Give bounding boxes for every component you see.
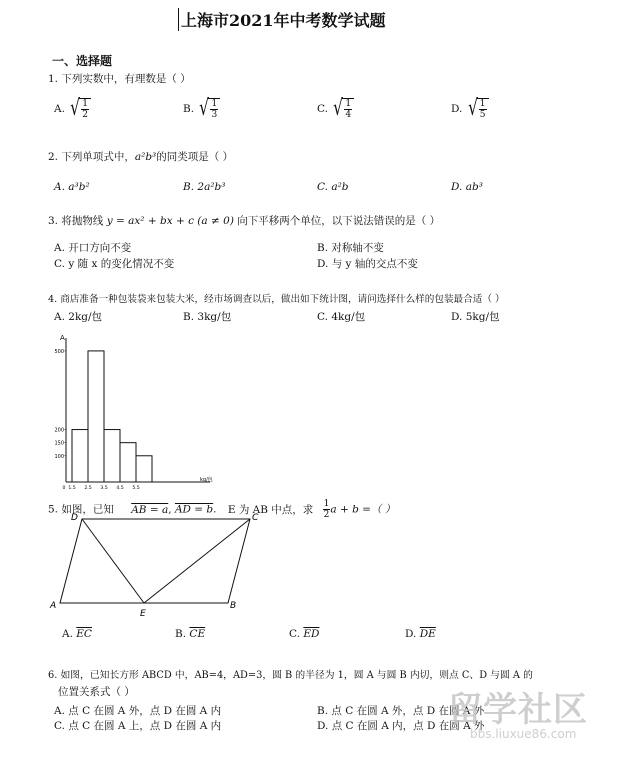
x-tick-label: 0 — [62, 486, 66, 490]
q5-option-d: D. $\overline{DE}$ — [405, 628, 436, 640]
vector-ad: AD = b — [174, 503, 214, 516]
watermark-url: bbs.liuxue86.com — [470, 727, 577, 741]
q4-option-d: D. 5kg/包 — [451, 311, 500, 323]
q1-option-b: B. √ $\frac{1}{3}$ — [183, 98, 220, 120]
q4-option-a: A. 2kg/包 — [54, 311, 103, 323]
segment-ec — [144, 519, 250, 603]
page-title: 上海市2021年中考数学试题 — [178, 8, 386, 31]
histogram-bar — [72, 430, 88, 482]
histogram-chart — [40, 330, 220, 490]
x-tick-label: 3.5 — [100, 486, 108, 490]
histogram-bar — [136, 456, 152, 482]
q2-option-b: B. 2a²b³ — [183, 181, 226, 193]
parallelogram-figure — [40, 510, 270, 620]
q5-option-c: C. $\overline{ED}$ — [289, 628, 320, 640]
q6-option-d: D. 点 C 在圆 A 内，点 D 在圆 A 外 — [317, 720, 485, 732]
question-6-line-2: 位置关系式（ ） — [58, 686, 135, 698]
vector-ab: AB = a — [131, 503, 169, 516]
segment-de — [82, 519, 144, 603]
q1-option-c: C. √ $\frac{1}{4}$ — [317, 98, 354, 120]
x-tick-label: 1.5 — [68, 486, 76, 490]
x-axis-label: kg/包 — [200, 477, 213, 483]
q4-option-b: B. 3kg/包 — [183, 311, 232, 323]
y-tick-label: 200 — [54, 427, 64, 434]
y-tick-label: 100 — [54, 453, 64, 460]
parallelogram-abcd — [60, 519, 250, 603]
q2-option-c: C. a²b — [317, 181, 349, 193]
q1-option-a: A. √ $\frac{1}{2}$ — [54, 98, 91, 120]
q5-option-b: B. $\overline{CE}$ — [175, 628, 206, 640]
q3-option-a: A. 开口方向不变 — [54, 242, 132, 254]
question-2: 2. 下列单项式中，a²b³的同类项是（ ） — [48, 151, 234, 163]
x-tick-label: 4.5 — [116, 486, 124, 490]
point-label-c: C — [252, 513, 259, 523]
q5-option-a: A. $\overline{EC}$ — [62, 628, 92, 640]
question-1: 1. 下列实数中，有理数是（ ） — [48, 73, 191, 85]
q1-option-d: D. √ $\frac{1}{5}$ — [451, 98, 489, 120]
q6-option-c: C. 点 C 在圆 A 上，点 D 在圆 A 内 — [54, 720, 222, 732]
q6-option-b: B. 点 C 在圆 A 外，点 D 在圆 A 外 — [317, 705, 485, 717]
watermark-logo: 留学社区 — [448, 690, 588, 730]
section-heading: 一、选择题 — [52, 54, 113, 68]
point-label-d: D — [71, 513, 78, 523]
point-label-b: B — [230, 601, 237, 611]
q3-option-c: C. y 随 x 的变化情况不变 — [54, 258, 175, 270]
question-5: 5. 如图，已知 AB = a, AD = b. E 为 AB 中点，求 $\frac{1}{2}$ a + b =（ ） — [48, 499, 396, 520]
question-6-line-1: 6. 如图，已知长方形 ABCD 中，AB=4，AD=3，圆 B 的半径为 1，圆 A 与圆 B 内切，则点 C、D 与圆 A 的 — [48, 670, 533, 681]
y-tick-label: 500 — [54, 348, 64, 355]
histogram-bar — [88, 351, 104, 482]
question-4: 4. 商店准备一种包装袋来包装大米，经市场调查以后，做出如下统计图，请问选择什么样的包装最合适（ ） — [48, 294, 505, 305]
y-tick-label: 150 — [54, 440, 64, 447]
histogram-bar — [104, 430, 120, 482]
histogram-bar — [120, 443, 136, 482]
q3-option-d: D. 与 y 轴的交点不变 — [317, 258, 418, 270]
q4-option-c: C. 4kg/包 — [317, 311, 366, 323]
y-axis-label: A — [60, 334, 65, 342]
point-label-e: E — [140, 609, 146, 619]
x-tick-label: 5.5 — [132, 486, 140, 490]
q3-option-b: B. 对称轴不变 — [317, 242, 384, 254]
q2-option-d: D. ab³ — [451, 181, 483, 193]
point-label-a: A — [50, 601, 57, 611]
x-tick-label: 2.5 — [84, 486, 92, 490]
q6-option-a: A. 点 C 在圆 A 外，点 D 在圆 A 内 — [54, 705, 222, 717]
question-3: 3. 将抛物线 y = ax² + bx + c (a ≠ 0) 向下平移两个单位，以下说法错误的是（ ） — [48, 215, 441, 227]
q2-option-a: A. a³b² — [54, 181, 90, 193]
